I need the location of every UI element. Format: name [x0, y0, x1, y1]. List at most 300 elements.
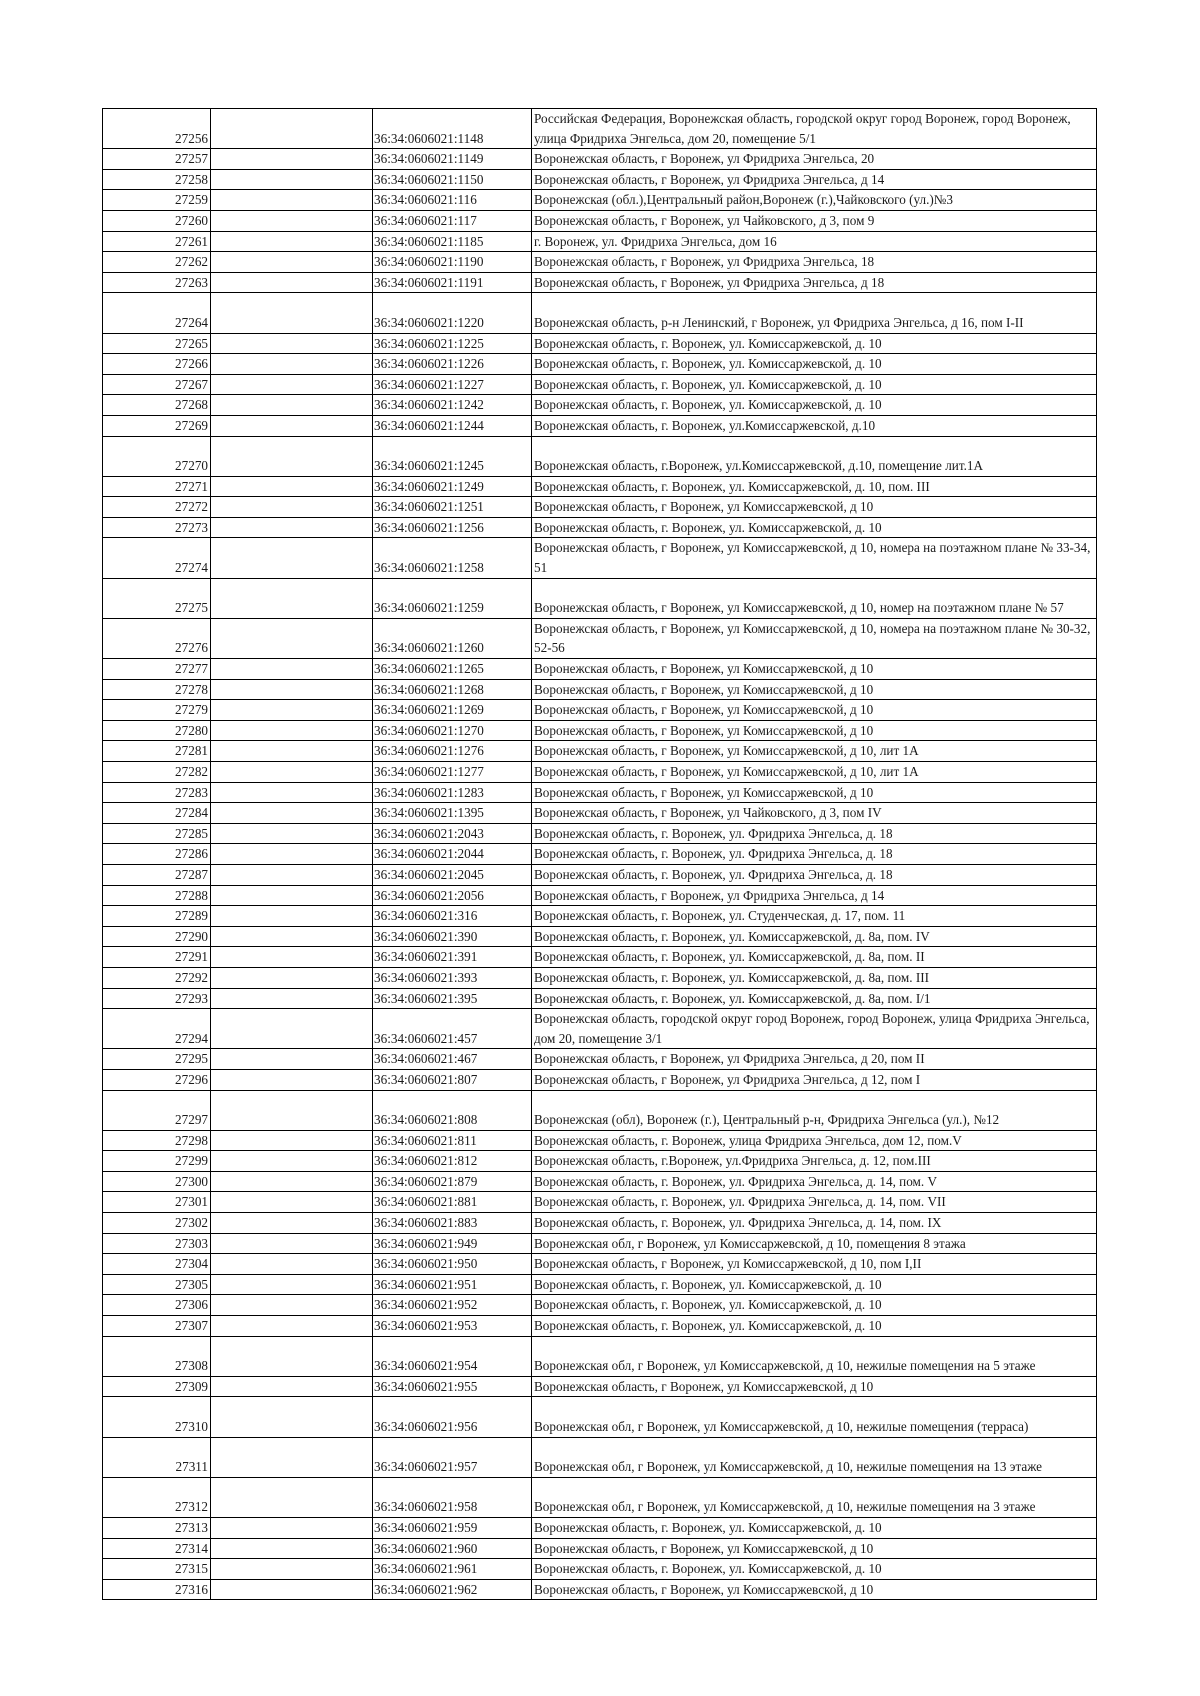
empty-cell — [211, 231, 373, 252]
address-cell: Воронежская область, г. Воронеж, ул. Комиссаржевской, д. 10 — [532, 374, 1097, 395]
address-cell: Воронежская область, г Воронеж, ул Комиссаржевской, д 10 — [532, 1376, 1097, 1397]
table-row — [103, 1376, 1097, 1397]
cadastral-number-cell: 36:34:0606021:467 — [373, 1049, 532, 1070]
row-number-cell: 27295 — [103, 1049, 211, 1070]
table-row — [103, 1274, 1097, 1295]
cadastral-number-cell: 36:34:0606021:393 — [373, 967, 532, 988]
table-row — [103, 436, 1097, 476]
address-cell: Воронежская область, г Воронеж, ул Комиссаржевской, д 10 — [532, 497, 1097, 518]
empty-cell — [211, 415, 373, 436]
row-number-cell: 27266 — [103, 354, 211, 375]
row-number-cell: 27278 — [103, 679, 211, 700]
empty-cell — [211, 354, 373, 375]
address-cell: Воронежская область, г. Воронеж, ул. Комиссаржевской, д. 10 — [532, 354, 1097, 375]
cadastral-number-cell: 36:34:0606021:1270 — [373, 720, 532, 741]
cadastral-number-cell: 36:34:0606021:962 — [373, 1579, 532, 1600]
row-number-cell: 27275 — [103, 578, 211, 618]
table-row — [103, 864, 1097, 885]
table-row — [103, 231, 1097, 252]
row-number-cell: 27269 — [103, 415, 211, 436]
address-cell: Воронежская область, г Воронеж, ул Фридриха Энгельса, д 12, пом I — [532, 1069, 1097, 1090]
table-row — [103, 1316, 1097, 1337]
address-cell: Воронежская область, г. Воронеж, ул. Фридриха Энгельса, д. 14, пом. V — [532, 1171, 1097, 1192]
table-row — [103, 659, 1097, 680]
address-cell: Воронежская область, г Воронеж, ул Фридриха Энгельса, 20 — [532, 149, 1097, 170]
row-number-cell: 27312 — [103, 1477, 211, 1517]
row-number-cell: 27305 — [103, 1274, 211, 1295]
empty-cell — [211, 374, 373, 395]
table-row — [103, 1009, 1097, 1049]
empty-cell — [211, 1295, 373, 1316]
row-number-cell: 27306 — [103, 1295, 211, 1316]
address-cell: Воронежская область, г. Воронеж, ул. Фридриха Энгельса, д. 14, пом. IX — [532, 1213, 1097, 1234]
address-cell: Воронежская область, г Воронеж, ул Комиссаржевской, д 10, номер на поэтажном плане № 57 — [532, 578, 1097, 618]
row-number-cell: 27313 — [103, 1517, 211, 1538]
table-row — [103, 679, 1097, 700]
cadastral-number-cell: 36:34:0606021:954 — [373, 1336, 532, 1376]
empty-cell — [211, 618, 373, 658]
row-number-cell: 27294 — [103, 1009, 211, 1049]
empty-cell — [211, 210, 373, 231]
row-number-cell: 27270 — [103, 436, 211, 476]
cadastral-number-cell: 36:34:0606021:959 — [373, 1517, 532, 1538]
empty-cell — [211, 782, 373, 803]
empty-cell — [211, 395, 373, 416]
table-row — [103, 762, 1097, 783]
address-cell: Воронежская область, г. Воронеж, ул. Комиссаржевской, д. 8а, пом. I/1 — [532, 988, 1097, 1009]
row-number-cell: 27288 — [103, 885, 211, 906]
table-row — [103, 1397, 1097, 1437]
address-cell: Воронежская область, г. Воронеж, ул. Комиссаржевской, д. 10, пом. III — [532, 476, 1097, 497]
empty-cell — [211, 109, 373, 149]
row-number-cell: 27261 — [103, 231, 211, 252]
empty-cell — [211, 1437, 373, 1477]
table-row — [103, 885, 1097, 906]
table-row — [103, 926, 1097, 947]
row-number-cell: 27272 — [103, 497, 211, 518]
row-number-cell: 27281 — [103, 741, 211, 762]
cadastral-number-cell: 36:34:0606021:2045 — [373, 864, 532, 885]
address-cell: Воронежская область, г Воронеж, ул Чайковского, д 3, пом 9 — [532, 210, 1097, 231]
address-cell: Воронежская (обл.),Центральный район,Воронеж (г.),Чайковского (ул.)№3 — [532, 190, 1097, 211]
cadastral-number-cell: 36:34:0606021:1226 — [373, 354, 532, 375]
address-cell: Воронежская область, г Воронеж, ул Комиссаржевской, д 10 — [532, 679, 1097, 700]
empty-cell — [211, 1130, 373, 1151]
cadastral-number-cell: 36:34:0606021:1148 — [373, 109, 532, 149]
table-row — [103, 947, 1097, 968]
address-cell: г. Воронеж, ул. Фридриха Энгельса, дом 16 — [532, 231, 1097, 252]
cadastral-number-cell: 36:34:0606021:1249 — [373, 476, 532, 497]
row-number-cell: 27314 — [103, 1538, 211, 1559]
empty-cell — [211, 1171, 373, 1192]
table-row — [103, 967, 1097, 988]
address-cell: Воронежская область, г Воронеж, ул Комиссаржевской, д 10, лит 1А — [532, 762, 1097, 783]
address-cell: Воронежская область, г. Воронеж, ул. Фридриха Энгельса, д. 18 — [532, 864, 1097, 885]
cadastral-number-cell: 36:34:0606021:879 — [373, 1171, 532, 1192]
empty-cell — [211, 1254, 373, 1275]
address-cell: Воронежская область, г Воронеж, ул Комиссаржевской, д 10, пом I,II — [532, 1254, 1097, 1275]
empty-cell — [211, 1192, 373, 1213]
cadastral-number-cell: 36:34:0606021:958 — [373, 1477, 532, 1517]
empty-cell — [211, 190, 373, 211]
table-row — [103, 1213, 1097, 1234]
table-row — [103, 803, 1097, 824]
table-row — [103, 1192, 1097, 1213]
address-cell: Воронежская область, г. Воронеж, ул. Комиссаржевской, д. 8а, пом. III — [532, 967, 1097, 988]
table-row — [103, 517, 1097, 538]
empty-cell — [211, 1213, 373, 1234]
address-cell: Воронежская область, г Воронеж, ул Комиссаржевской, д 10 — [532, 700, 1097, 721]
row-number-cell: 27267 — [103, 374, 211, 395]
table-row — [103, 906, 1097, 927]
table-row — [103, 374, 1097, 395]
table-row — [103, 1336, 1097, 1376]
cadastral-number-cell: 36:34:0606021:812 — [373, 1151, 532, 1172]
address-cell: Воронежская область, г. Воронеж, ул. Комиссаржевской, д. 10 — [532, 1559, 1097, 1580]
address-cell: Воронежская область, г Воронеж, ул Фридриха Энгельса, д 20, пом II — [532, 1049, 1097, 1070]
table-row — [103, 1437, 1097, 1477]
empty-cell — [211, 1233, 373, 1254]
row-number-cell: 27302 — [103, 1213, 211, 1234]
address-cell: Воронежская область, г. Воронеж, улица Фридриха Энгельса, дом 12, пом.V — [532, 1130, 1097, 1151]
table-row — [103, 1069, 1097, 1090]
empty-cell — [211, 1274, 373, 1295]
row-number-cell: 27280 — [103, 720, 211, 741]
empty-cell — [211, 1559, 373, 1580]
empty-cell — [211, 1538, 373, 1559]
empty-cell — [211, 293, 373, 333]
row-number-cell: 27279 — [103, 700, 211, 721]
row-number-cell: 27268 — [103, 395, 211, 416]
cadastral-number-cell: 36:34:0606021:950 — [373, 1254, 532, 1275]
row-number-cell: 27286 — [103, 844, 211, 865]
row-number-cell: 27300 — [103, 1171, 211, 1192]
cadastral-number-cell: 36:34:0606021:1395 — [373, 803, 532, 824]
table-row — [103, 109, 1097, 149]
empty-cell — [211, 1090, 373, 1130]
cadastral-number-cell: 36:34:0606021:1150 — [373, 169, 532, 190]
registry-body — [103, 109, 1097, 1600]
cadastral-number-cell: 36:34:0606021:1190 — [373, 252, 532, 273]
table-row — [103, 578, 1097, 618]
table-row — [103, 354, 1097, 375]
table-row — [103, 169, 1097, 190]
table-row — [103, 823, 1097, 844]
empty-cell — [211, 169, 373, 190]
table-row — [103, 782, 1097, 803]
cadastral-number-cell: 36:34:0606021:1245 — [373, 436, 532, 476]
row-number-cell: 27298 — [103, 1130, 211, 1151]
table-row — [103, 618, 1097, 658]
table-row — [103, 988, 1097, 1009]
empty-cell — [211, 803, 373, 824]
cadastral-number-cell: 36:34:0606021:1227 — [373, 374, 532, 395]
address-cell: Воронежская область, г Воронеж, ул Комиссаржевской, д 10 — [532, 1538, 1097, 1559]
cadastral-number-cell: 36:34:0606021:1277 — [373, 762, 532, 783]
address-cell: Воронежская область, г. Воронеж, ул. Комиссаржевской, д. 10 — [532, 1316, 1097, 1337]
address-cell: Воронежская область, г Воронеж, ул Фридриха Энгельса, 18 — [532, 252, 1097, 273]
table-row — [103, 720, 1097, 741]
empty-cell — [211, 272, 373, 293]
empty-cell — [211, 1316, 373, 1337]
cadastral-number-cell: 36:34:0606021:1259 — [373, 578, 532, 618]
address-cell: Воронежская обл, г Воронеж, ул Комиссаржевской, д 10, нежилые помещения на 3 этаже — [532, 1477, 1097, 1517]
table-row — [103, 497, 1097, 518]
table-row — [103, 333, 1097, 354]
table-row — [103, 272, 1097, 293]
cadastral-number-cell: 36:34:0606021:457 — [373, 1009, 532, 1049]
table-row — [103, 1130, 1097, 1151]
cadastral-number-cell: 36:34:0606021:1283 — [373, 782, 532, 803]
empty-cell — [211, 1049, 373, 1070]
empty-cell — [211, 720, 373, 741]
empty-cell — [211, 436, 373, 476]
empty-cell — [211, 988, 373, 1009]
cadastral-number-cell: 36:34:0606021:1268 — [373, 679, 532, 700]
cadastral-number-cell: 36:34:0606021:2044 — [373, 844, 532, 865]
table-row — [103, 1233, 1097, 1254]
empty-cell — [211, 517, 373, 538]
cadastral-number-cell: 36:34:0606021:1258 — [373, 538, 532, 578]
table-row — [103, 1090, 1097, 1130]
address-cell: Воронежская область, г. Воронеж, ул. Комиссаржевской, д. 10 — [532, 517, 1097, 538]
table-row — [103, 415, 1097, 436]
row-number-cell: 27271 — [103, 476, 211, 497]
row-number-cell: 27277 — [103, 659, 211, 680]
empty-cell — [211, 844, 373, 865]
empty-cell — [211, 1376, 373, 1397]
empty-cell — [211, 1477, 373, 1517]
cadastral-number-cell: 36:34:0606021:2056 — [373, 885, 532, 906]
cadastral-number-cell: 36:34:0606021:117 — [373, 210, 532, 231]
row-number-cell: 27284 — [103, 803, 211, 824]
address-cell: Воронежская область, г.Воронеж, ул.Комиссаржевской, д.10, помещение лит.1А — [532, 436, 1097, 476]
cadastral-number-cell: 36:34:0606021:949 — [373, 1233, 532, 1254]
table-row — [103, 1579, 1097, 1600]
address-cell: Воронежская обл, г Воронеж, ул Комиссаржевской, д 10, нежилые помещения на 5 этаже — [532, 1336, 1097, 1376]
row-number-cell: 27289 — [103, 906, 211, 927]
row-number-cell: 27290 — [103, 926, 211, 947]
address-cell: Воронежская область, г. Воронеж, ул. Комиссаржевской, д. 10 — [532, 1517, 1097, 1538]
table-row — [103, 252, 1097, 273]
cadastral-number-cell: 36:34:0606021:961 — [373, 1559, 532, 1580]
cadastral-number-cell: 36:34:0606021:390 — [373, 926, 532, 947]
address-cell: Воронежская область, г Воронеж, ул Комиссаржевской, д 10 — [532, 782, 1097, 803]
table-row — [103, 149, 1097, 170]
row-number-cell: 27264 — [103, 293, 211, 333]
address-cell: Воронежская область, г Воронеж, ул Чайковского, д 3, пом IV — [532, 803, 1097, 824]
table-row — [103, 1254, 1097, 1275]
empty-cell — [211, 926, 373, 947]
table-row — [103, 700, 1097, 721]
row-number-cell: 27297 — [103, 1090, 211, 1130]
address-cell: Воронежская обл, г Воронеж, ул Комиссаржевской, д 10, помещения 8 этажа — [532, 1233, 1097, 1254]
address-cell: Воронежская область, г. Воронеж, ул.Комиссаржевской, д.10 — [532, 415, 1097, 436]
cadastral-number-cell: 36:34:0606021:955 — [373, 1376, 532, 1397]
address-cell: Воронежская область, г Воронеж, ул Фридриха Энгельса, д 14 — [532, 885, 1097, 906]
row-number-cell: 27316 — [103, 1579, 211, 1600]
row-number-cell: 27283 — [103, 782, 211, 803]
row-number-cell: 27257 — [103, 149, 211, 170]
address-cell: Воронежская область, г. Воронеж, ул. Комиссаржевской, д. 8а, пом. II — [532, 947, 1097, 968]
row-number-cell: 27292 — [103, 967, 211, 988]
row-number-cell: 27265 — [103, 333, 211, 354]
row-number-cell: 27311 — [103, 1437, 211, 1477]
row-number-cell: 27259 — [103, 190, 211, 211]
empty-cell — [211, 679, 373, 700]
address-cell: Воронежская область, г. Воронеж, ул. Фридриха Энгельса, д. 18 — [532, 823, 1097, 844]
address-cell: Воронежская область, г. Воронеж, ул. Комиссаржевской, д. 10 — [532, 395, 1097, 416]
row-number-cell: 27260 — [103, 210, 211, 231]
empty-cell — [211, 885, 373, 906]
row-number-cell: 27304 — [103, 1254, 211, 1275]
row-number-cell: 27301 — [103, 1192, 211, 1213]
table-row — [103, 1477, 1097, 1517]
cadastral-number-cell: 36:34:0606021:956 — [373, 1397, 532, 1437]
cadastral-number-cell: 36:34:0606021:952 — [373, 1295, 532, 1316]
row-number-cell: 27293 — [103, 988, 211, 1009]
address-cell: Воронежская (обл), Воронеж (г.), Центральный р-н, Фридриха Энгельса (ул.), №12 — [532, 1090, 1097, 1130]
row-number-cell: 27258 — [103, 169, 211, 190]
empty-cell — [211, 1151, 373, 1172]
cadastral-number-cell: 36:34:0606021:1225 — [373, 333, 532, 354]
cadastral-number-cell: 36:34:0606021:957 — [373, 1437, 532, 1477]
cadastral-number-cell: 36:34:0606021:811 — [373, 1130, 532, 1151]
table-row — [103, 844, 1097, 865]
address-cell: Воронежская область, г. Воронеж, ул. Комиссаржевской, д. 10 — [532, 333, 1097, 354]
property-registry-table — [102, 108, 1097, 1600]
address-cell: Воронежская область, г Воронеж, ул Комиссаржевской, д 10, номера на поэтажном плане № 30-32, 52-56 — [532, 618, 1097, 658]
row-number-cell: 27309 — [103, 1376, 211, 1397]
cadastral-number-cell: 36:34:0606021:883 — [373, 1213, 532, 1234]
row-number-cell: 27291 — [103, 947, 211, 968]
address-cell: Воронежская обл, г Воронеж, ул Комиссаржевской, д 10, нежилые помещения (терраса) — [532, 1397, 1097, 1437]
address-cell: Воронежская область, р-н Ленинский, г Воронеж, ул Фридриха Энгельса, д 16, пом I-II — [532, 293, 1097, 333]
cadastral-number-cell: 36:34:0606021:1251 — [373, 497, 532, 518]
table-row — [103, 1049, 1097, 1070]
cadastral-number-cell: 36:34:0606021:316 — [373, 906, 532, 927]
address-cell: Воронежская область, г Воронеж, ул Комиссаржевской, д 10 — [532, 720, 1097, 741]
address-cell: Воронежская область, г Воронеж, ул Комиссаржевской, д 10 — [532, 659, 1097, 680]
cadastral-number-cell: 36:34:0606021:116 — [373, 190, 532, 211]
cadastral-number-cell: 36:34:0606021:1276 — [373, 741, 532, 762]
address-cell: Российская Федерация, Воронежская область, городской округ город Воронеж, город Воронеж, улица Фридриха Энгельса, дом 20, помещение 5/1 — [532, 109, 1097, 149]
table-row — [103, 1295, 1097, 1316]
empty-cell — [211, 333, 373, 354]
table-row — [103, 1559, 1097, 1580]
address-cell: Воронежская область, городской округ город Воронеж, город Воронеж, улица Фридриха Энгельса, дом 20, помещение 3/1 — [532, 1009, 1097, 1049]
row-number-cell: 27282 — [103, 762, 211, 783]
empty-cell — [211, 1579, 373, 1600]
address-cell: Воронежская область, г. Воронеж, ул. Комиссаржевской, д. 10 — [532, 1274, 1097, 1295]
cadastral-number-cell: 36:34:0606021:1185 — [373, 231, 532, 252]
row-number-cell: 27274 — [103, 538, 211, 578]
cadastral-number-cell: 36:34:0606021:1242 — [373, 395, 532, 416]
row-number-cell: 27310 — [103, 1397, 211, 1437]
row-number-cell: 27287 — [103, 864, 211, 885]
table-row — [103, 1171, 1097, 1192]
cadastral-number-cell: 36:34:0606021:1220 — [373, 293, 532, 333]
address-cell: Воронежская область, г Воронеж, ул Комиссаржевской, д 10, лит 1А — [532, 741, 1097, 762]
address-cell: Воронежская область, г.Воронеж, ул.Фридриха Энгельса, д. 12, пом.III — [532, 1151, 1097, 1172]
address-cell: Воронежская область, г Воронеж, ул Комиссаржевской, д 10 — [532, 1579, 1097, 1600]
empty-cell — [211, 700, 373, 721]
empty-cell — [211, 762, 373, 783]
cadastral-number-cell: 36:34:0606021:1265 — [373, 659, 532, 680]
cadastral-number-cell: 36:34:0606021:881 — [373, 1192, 532, 1213]
table-row — [103, 190, 1097, 211]
row-number-cell: 27303 — [103, 1233, 211, 1254]
cadastral-number-cell: 36:34:0606021:953 — [373, 1316, 532, 1337]
empty-cell — [211, 659, 373, 680]
row-number-cell: 27307 — [103, 1316, 211, 1337]
row-number-cell: 27256 — [103, 109, 211, 149]
cadastral-number-cell: 36:34:0606021:1260 — [373, 618, 532, 658]
table-row — [103, 741, 1097, 762]
address-cell: Воронежская область, г. Воронеж, ул. Комиссаржевской, д. 8а, пом. IV — [532, 926, 1097, 947]
empty-cell — [211, 906, 373, 927]
empty-cell — [211, 476, 373, 497]
cadastral-number-cell: 36:34:0606021:1149 — [373, 149, 532, 170]
row-number-cell: 27308 — [103, 1336, 211, 1376]
table-row — [103, 1538, 1097, 1559]
table-row — [103, 210, 1097, 231]
table-row — [103, 395, 1097, 416]
empty-cell — [211, 1009, 373, 1049]
table-row — [103, 293, 1097, 333]
cadastral-number-cell: 36:34:0606021:1256 — [373, 517, 532, 538]
empty-cell — [211, 967, 373, 988]
cadastral-number-cell: 36:34:0606021:1244 — [373, 415, 532, 436]
address-cell: Воронежская область, г. Воронеж, ул. Фридриха Энгельса, д. 18 — [532, 844, 1097, 865]
address-cell: Воронежская область, г Воронеж, ул Комиссаржевской, д 10, номера на поэтажном плане № 33-34, 51 — [532, 538, 1097, 578]
cadastral-number-cell: 36:34:0606021:391 — [373, 947, 532, 968]
table-row — [103, 1517, 1097, 1538]
empty-cell — [211, 578, 373, 618]
address-cell: Воронежская область, г Воронеж, ул Фридриха Энгельса, д 18 — [532, 272, 1097, 293]
table-row — [103, 538, 1097, 578]
cadastral-number-cell: 36:34:0606021:960 — [373, 1538, 532, 1559]
row-number-cell: 27276 — [103, 618, 211, 658]
empty-cell — [211, 1397, 373, 1437]
address-cell: Воронежская область, г. Воронеж, ул. Студенческая, д. 17, пом. 11 — [532, 906, 1097, 927]
address-cell: Воронежская область, г. Воронеж, ул. Фридриха Энгельса, д. 14, пом. VII — [532, 1192, 1097, 1213]
table-row — [103, 476, 1097, 497]
cadastral-number-cell: 36:34:0606021:808 — [373, 1090, 532, 1130]
empty-cell — [211, 497, 373, 518]
address-cell: Воронежская обл, г Воронеж, ул Комиссаржевской, д 10, нежилые помещения на 13 этаже — [532, 1437, 1097, 1477]
row-number-cell: 27285 — [103, 823, 211, 844]
address-cell: Воронежская область, г Воронеж, ул Фридриха Энгельса, д 14 — [532, 169, 1097, 190]
empty-cell — [211, 864, 373, 885]
empty-cell — [211, 741, 373, 762]
row-number-cell: 27262 — [103, 252, 211, 273]
address-cell: Воронежская область, г. Воронеж, ул. Комиссаржевской, д. 10 — [532, 1295, 1097, 1316]
cadastral-number-cell: 36:34:0606021:1269 — [373, 700, 532, 721]
empty-cell — [211, 1336, 373, 1376]
cadastral-number-cell: 36:34:0606021:2043 — [373, 823, 532, 844]
cadastral-number-cell: 36:34:0606021:395 — [373, 988, 532, 1009]
empty-cell — [211, 823, 373, 844]
row-number-cell: 27273 — [103, 517, 211, 538]
cadastral-number-cell: 36:34:0606021:1191 — [373, 272, 532, 293]
empty-cell — [211, 149, 373, 170]
empty-cell — [211, 1069, 373, 1090]
empty-cell — [211, 252, 373, 273]
empty-cell — [211, 538, 373, 578]
row-number-cell: 27263 — [103, 272, 211, 293]
empty-cell — [211, 1517, 373, 1538]
